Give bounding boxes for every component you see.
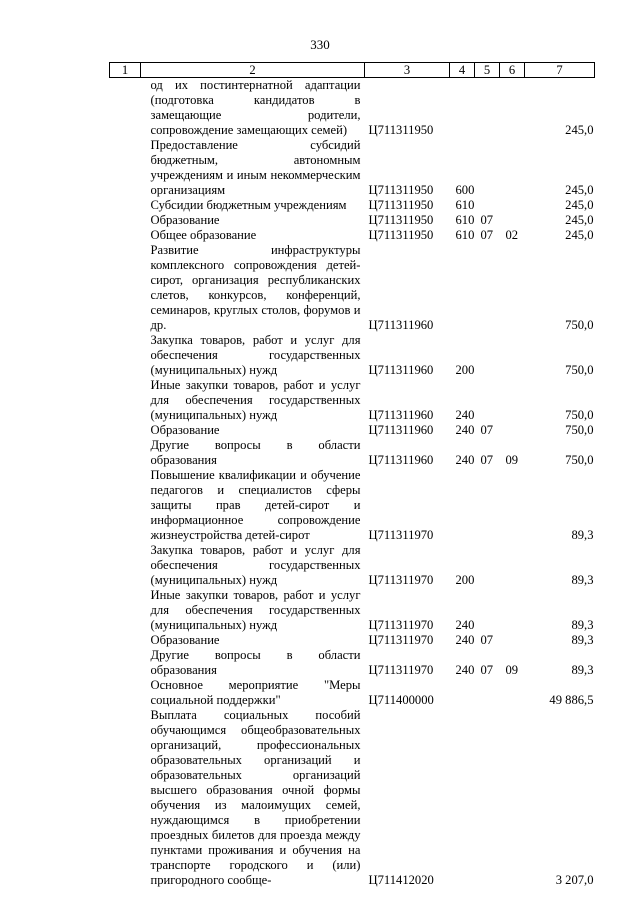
row-name: Закупка товаров, работ и услуг для обеспечения государственных (муниципальных) нужд bbox=[150, 543, 361, 587]
column-header: 7 bbox=[525, 63, 595, 78]
row-code: Ц711311970 bbox=[368, 633, 434, 647]
row-vr: 610 bbox=[455, 198, 475, 212]
row-rz bbox=[475, 78, 500, 139]
row-pr bbox=[500, 468, 525, 543]
blank-cell bbox=[110, 633, 141, 648]
row-code: Ц711311970 bbox=[368, 663, 434, 677]
row-vr: 610 bbox=[455, 213, 475, 227]
table-header-row bbox=[110, 63, 595, 78]
column-header: 2 bbox=[141, 63, 365, 78]
table-row bbox=[110, 438, 595, 468]
blank-cell bbox=[110, 588, 141, 633]
row-amount: 3 207,0 bbox=[555, 873, 594, 887]
blank-cell bbox=[110, 228, 141, 243]
row-vr: 200 bbox=[455, 573, 475, 587]
row-amount: 49 886,5 bbox=[549, 693, 594, 707]
row-code: Ц711311950 bbox=[368, 183, 434, 197]
table-row bbox=[110, 543, 595, 588]
row-name: Иные закупки товаров, работ и услуг для обеспечения государственных (муниципальных) нужд bbox=[150, 588, 361, 632]
row-amount: 245,0 bbox=[565, 198, 594, 212]
row-name: Образование bbox=[150, 633, 220, 647]
row-rz: 07 bbox=[480, 633, 494, 647]
row-amount: 89,3 bbox=[571, 618, 594, 632]
budget-table bbox=[109, 62, 595, 888]
row-rz bbox=[475, 378, 500, 423]
blank-cell bbox=[110, 543, 141, 588]
row-pr bbox=[500, 138, 525, 198]
row-name: Образование bbox=[150, 423, 220, 437]
row-amount: 89,3 bbox=[571, 663, 594, 677]
table-row bbox=[110, 378, 595, 423]
table-row bbox=[110, 198, 595, 213]
table-row bbox=[110, 78, 595, 139]
row-vr bbox=[450, 678, 475, 708]
row-rz bbox=[475, 708, 500, 888]
row-pr bbox=[500, 423, 525, 438]
blank-cell bbox=[110, 78, 141, 139]
row-amount: 245,0 bbox=[565, 213, 594, 227]
row-pr bbox=[500, 633, 525, 648]
row-pr bbox=[500, 243, 525, 333]
row-vr bbox=[450, 243, 475, 333]
column-header: 5 bbox=[475, 63, 500, 78]
table-row bbox=[110, 468, 595, 543]
row-vr: 240 bbox=[455, 618, 475, 632]
row-code: Ц711412020 bbox=[368, 873, 434, 887]
row-amount: 750,0 bbox=[565, 423, 594, 437]
row-code: Ц711311970 bbox=[368, 573, 434, 587]
row-pr: 09 bbox=[505, 453, 519, 467]
blank-cell bbox=[110, 378, 141, 423]
row-rz: 07 bbox=[480, 663, 494, 677]
row-code: Ц711311970 bbox=[368, 528, 434, 542]
blank-cell bbox=[110, 678, 141, 708]
row-rz bbox=[475, 678, 500, 708]
blank-cell bbox=[110, 648, 141, 678]
row-rz bbox=[475, 588, 500, 633]
table-row bbox=[110, 423, 595, 438]
row-amount: 245,0 bbox=[565, 123, 594, 137]
row-pr bbox=[500, 378, 525, 423]
row-name: Образование bbox=[150, 213, 220, 227]
row-vr: 610 bbox=[455, 228, 475, 242]
row-amount: 89,3 bbox=[571, 633, 594, 647]
column-header: 6 bbox=[500, 63, 525, 78]
row-name: Субсидии бюджетным учреждениям bbox=[150, 198, 347, 212]
row-name: Развитие инфраструктуры комплексного сопровождения детей-сирот, организация республиканских слетов, конкурсов, конференций, семинаров, круглых столов, форумов и др. bbox=[150, 243, 361, 332]
table-row bbox=[110, 588, 595, 633]
row-name: Повышение квалификации и обучение педагогов и специалистов сферы защиты прав детей-сирот и информационное сопровождение жизнеустройства детей-сирот bbox=[150, 468, 361, 542]
table-row bbox=[110, 678, 595, 708]
row-rz bbox=[475, 333, 500, 378]
row-rz: 07 bbox=[480, 423, 494, 437]
blank-cell bbox=[110, 468, 141, 543]
row-vr: 200 bbox=[455, 363, 475, 377]
row-name: Предоставление субсидий бюджетным, автономным учреждениям и иным некоммерческим организациям bbox=[150, 138, 361, 197]
row-rz: 07 bbox=[480, 228, 494, 242]
row-amount: 89,3 bbox=[571, 573, 594, 587]
row-name: Другие вопросы в области образования bbox=[150, 648, 361, 677]
row-vr: 240 bbox=[455, 423, 475, 437]
table-row bbox=[110, 138, 595, 198]
blank-cell bbox=[110, 138, 141, 198]
row-name: Общее образование bbox=[150, 228, 257, 242]
table-row bbox=[110, 228, 595, 243]
row-name: Выплата социальных пособий обучающимся общеобразовательных организаций, профессиональных образовательных организаций и образовательных организаций высшего образования очной формы обучения из малоимущих семей, нуждающимся в приобретении проездных билетов для проезда между пунктами проживания и обучения на транспорте городского и (или) пригородного сообще- bbox=[150, 708, 361, 887]
column-header: 1 bbox=[110, 63, 141, 78]
row-pr bbox=[500, 78, 525, 139]
row-rz bbox=[475, 468, 500, 543]
row-vr: 600 bbox=[455, 183, 475, 197]
row-pr bbox=[500, 678, 525, 708]
row-code: Ц711311950 bbox=[368, 228, 434, 242]
row-code: Ц711311960 bbox=[368, 318, 434, 332]
column-header: 3 bbox=[365, 63, 450, 78]
row-amount: 750,0 bbox=[565, 363, 594, 377]
row-code: Ц711311950 bbox=[368, 123, 434, 137]
blank-cell bbox=[110, 423, 141, 438]
row-code: Ц711311960 bbox=[368, 363, 434, 377]
blank-cell bbox=[110, 708, 141, 888]
row-vr: 240 bbox=[455, 663, 475, 677]
row-amount: 750,0 bbox=[565, 318, 594, 332]
row-pr bbox=[500, 333, 525, 378]
row-name: Закупка товаров, работ и услуг для обеспечения государственных (муниципальных) нужд bbox=[150, 333, 361, 377]
row-name: Основное мероприятие "Меры социальной поддержки" bbox=[150, 678, 361, 707]
row-code: Ц711311970 bbox=[368, 618, 434, 632]
row-pr bbox=[500, 543, 525, 588]
column-header: 4 bbox=[450, 63, 475, 78]
row-amount: 89,3 bbox=[571, 528, 594, 542]
row-pr bbox=[500, 213, 525, 228]
row-code: Ц711311950 bbox=[368, 198, 434, 212]
row-amount: 245,0 bbox=[565, 183, 594, 197]
blank-cell bbox=[110, 198, 141, 213]
table-row bbox=[110, 708, 595, 888]
table-row bbox=[110, 243, 595, 333]
row-vr bbox=[450, 468, 475, 543]
row-code: Ц711311960 bbox=[368, 408, 434, 422]
row-vr bbox=[450, 78, 475, 139]
row-vr bbox=[450, 708, 475, 888]
blank-cell bbox=[110, 333, 141, 378]
row-name: Иные закупки товаров, работ и услуг для обеспечения государственных (муниципальных) нужд bbox=[150, 378, 361, 422]
row-pr bbox=[500, 198, 525, 213]
row-code: Ц711311960 bbox=[368, 423, 434, 437]
row-rz bbox=[475, 543, 500, 588]
table-row bbox=[110, 213, 595, 228]
row-name: Другие вопросы в области образования bbox=[150, 438, 361, 467]
row-code: Ц711311950 bbox=[368, 213, 434, 227]
row-amount: 750,0 bbox=[565, 408, 594, 422]
row-rz bbox=[475, 138, 500, 198]
row-rz: 07 bbox=[480, 213, 494, 227]
row-amount: 245,0 bbox=[565, 228, 594, 242]
row-code: Ц711400000 bbox=[368, 693, 434, 707]
table-row bbox=[110, 333, 595, 378]
row-vr: 240 bbox=[455, 408, 475, 422]
row-rz bbox=[475, 198, 500, 213]
row-name: од их постинтернатной адаптации (подготовка кандидатов в замещающие родители, сопровождение замещающих семей) bbox=[150, 78, 361, 137]
row-pr bbox=[500, 588, 525, 633]
row-pr bbox=[500, 708, 525, 888]
row-code: Ц711311960 bbox=[368, 453, 434, 467]
blank-cell bbox=[110, 243, 141, 333]
row-pr: 02 bbox=[505, 228, 519, 242]
row-vr: 240 bbox=[455, 453, 475, 467]
row-vr: 240 bbox=[455, 633, 475, 647]
table-row bbox=[110, 633, 595, 648]
page-number: 330 bbox=[310, 37, 330, 52]
blank-cell bbox=[110, 213, 141, 228]
row-amount: 750,0 bbox=[565, 453, 594, 467]
row-pr: 09 bbox=[505, 663, 519, 677]
row-rz: 07 bbox=[480, 453, 494, 467]
blank-cell bbox=[110, 438, 141, 468]
table-row bbox=[110, 648, 595, 678]
row-rz bbox=[475, 243, 500, 333]
